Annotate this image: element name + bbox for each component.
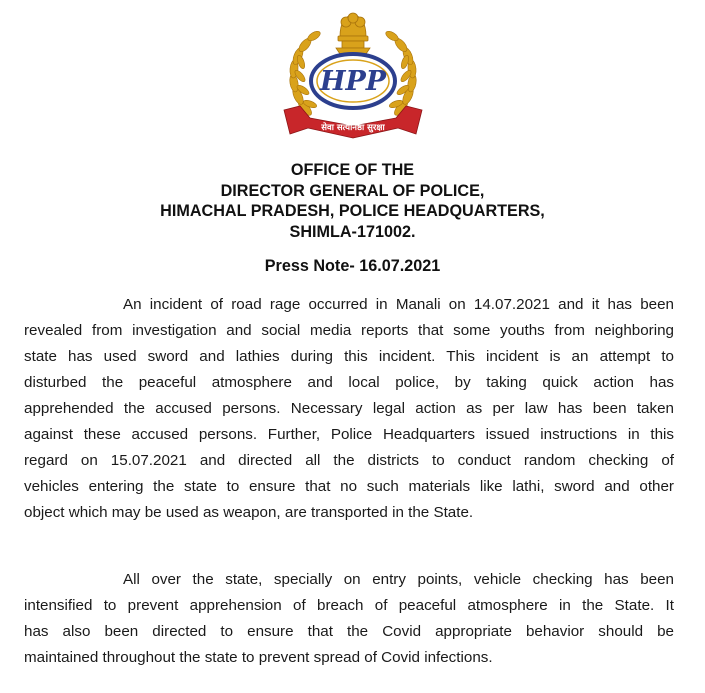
paragraph-line: has also been directed to ensure that the Covid appropriate behavior should be xyxy=(24,623,674,640)
paragraph-line: regard on 15.07.2021 and directed all the districts to conduct random checking of xyxy=(24,452,674,469)
paragraph-line: An incident of road rage occurred in Manali on 14.07.2021 and it has been xyxy=(123,296,674,313)
paragraph-line: object which may be used as weapon, are transported in the State. xyxy=(24,504,474,521)
office-heading-line: OFFICE OF THE xyxy=(290,161,415,179)
paragraph-2 xyxy=(24,567,674,671)
emblem-motto: सेवा सत्यनिष्ठा सुरक्षा xyxy=(321,123,385,133)
hp-police-emblem xyxy=(270,6,436,152)
paragraph-line: All over the state, specially on entry points, vehicle checking has been xyxy=(123,571,674,588)
paragraph-line: against these accused persons. Further, Police Headquarters issued instructions in this xyxy=(24,426,674,443)
emblem-monogram: HPP xyxy=(319,66,387,97)
paragraph-line: revealed from investigation and social media reports that some youths from neighboring xyxy=(24,322,674,339)
office-heading xyxy=(0,160,705,242)
office-heading-line: HIMACHAL PRADESH, POLICE HEADQUARTERS, xyxy=(160,202,545,220)
paragraph-line: maintained throughout the state to prevent spread of Covid infections. xyxy=(24,649,493,666)
paragraph-line: state has used sword and lathies during this incident. This incident is an attempt to xyxy=(24,348,674,365)
office-heading-line: SHIMLA-171002. xyxy=(289,222,416,241)
office-heading-line: DIRECTOR GENERAL OF POLICE, xyxy=(220,181,485,200)
paragraph-line: intensified to prevent apprehension of breach of peaceful atmosphere in the State. It xyxy=(24,597,674,614)
paragraph-line: vehicles entering the state to ensure that no such materials like lathi, sword and other xyxy=(24,478,674,495)
paragraph-1 xyxy=(24,292,674,526)
press-note-title: Press Note- 16.07.2021 xyxy=(264,257,441,275)
hp-police-emblem-graphic xyxy=(270,6,436,152)
paragraph-line: disturbed the peaceful atmosphere and local police, by taking quick action has xyxy=(24,374,674,391)
paragraph-line: apprehended the accused persons. Necessary legal action as per law has been taken xyxy=(24,400,674,417)
